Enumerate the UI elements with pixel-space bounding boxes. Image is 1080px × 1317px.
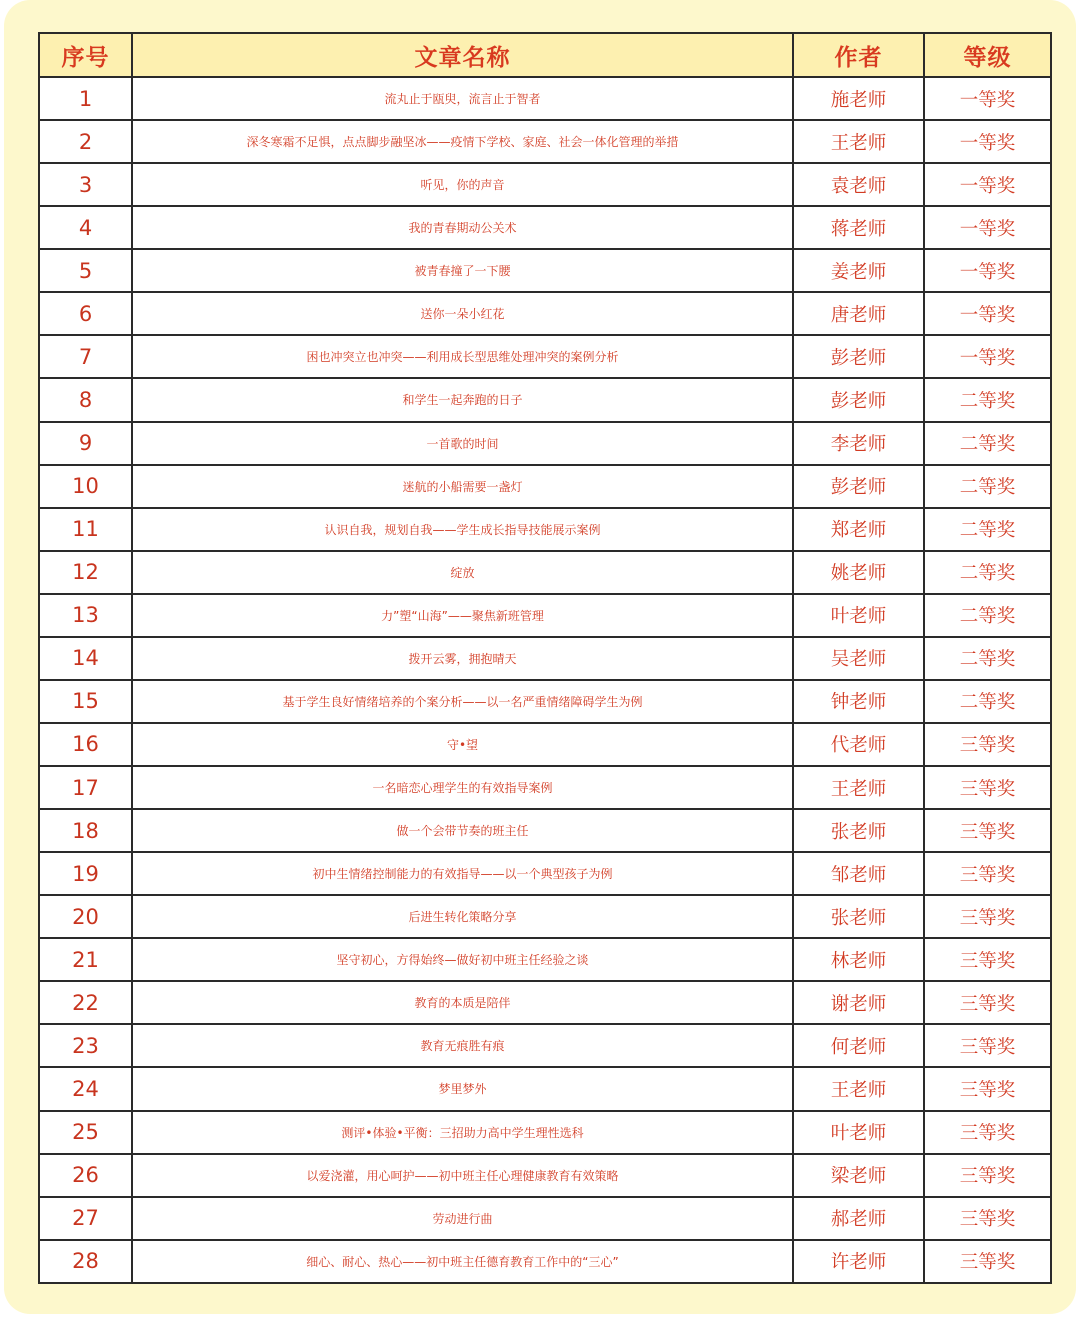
cell-index: 4 [39,206,132,249]
cell-author: 彭老师 [793,378,924,421]
cell-level: 二等奖 [924,508,1051,551]
cell-author: 吴老师 [793,637,924,680]
cell-index: 11 [39,508,132,551]
cell-title: 我的青春期动公关术 [132,206,793,249]
cell-level: 一等奖 [924,163,1051,206]
cell-index: 23 [39,1024,132,1067]
cell-title: 基于学生良好情绪培养的个案分析——以一名严重情绪障碍学生为例 [132,680,793,723]
cell-title: 梦里梦外 [132,1067,793,1110]
cell-title: 绽放 [132,551,793,594]
cell-author: 张老师 [793,895,924,938]
cell-author: 叶老师 [793,594,924,637]
cell-index: 1 [39,77,132,120]
table-row [39,465,1051,508]
cell-level: 一等奖 [924,335,1051,378]
cell-level: 三等奖 [924,723,1051,766]
cell-title: 送你一朵小红花 [132,292,793,335]
cell-title: 困也冲突立也冲突——利用成长型思维处理冲突的案例分析 [132,335,793,378]
table-row [39,206,1051,249]
cell-index: 17 [39,766,132,809]
cell-author: 彭老师 [793,465,924,508]
cell-index: 27 [39,1197,132,1240]
cell-title: 听见，你的声音 [132,163,793,206]
cell-index: 10 [39,465,132,508]
table-row [39,852,1051,895]
header-title: 文章名称 [132,33,793,77]
table-row [39,637,1051,680]
cell-index: 24 [39,1067,132,1110]
cell-index: 20 [39,895,132,938]
cell-title: 初中生情绪控制能力的有效指导——以一个典型孩子为例 [132,852,793,895]
table-row [39,120,1051,163]
cell-level: 一等奖 [924,120,1051,163]
cell-title: 教育的本质是陪伴 [132,981,793,1024]
cell-author: 许老师 [793,1240,924,1283]
cell-level: 三等奖 [924,938,1051,981]
cell-title: 后进生转化策略分享 [132,895,793,938]
cell-level: 二等奖 [924,680,1051,723]
table-row [39,938,1051,981]
cell-author: 施老师 [793,77,924,120]
cell-title: 和学生一起奔跑的日子 [132,378,793,421]
cell-title: 守•望 [132,723,793,766]
cell-level: 二等奖 [924,378,1051,421]
cell-author: 彭老师 [793,335,924,378]
cell-index: 26 [39,1154,132,1197]
cell-author: 谢老师 [793,981,924,1024]
cell-title: 一首歌的时间 [132,422,793,465]
background-card [4,0,1076,1314]
cell-level: 一等奖 [924,249,1051,292]
cell-author: 姜老师 [793,249,924,292]
cell-title: 拨开云雾，拥抱晴天 [132,637,793,680]
cell-index: 7 [39,335,132,378]
table-row [39,77,1051,120]
cell-index: 9 [39,422,132,465]
cell-author: 钟老师 [793,680,924,723]
table-row [39,1197,1051,1240]
cell-index: 28 [39,1240,132,1283]
cell-author: 邹老师 [793,852,924,895]
cell-author: 王老师 [793,766,924,809]
cell-author: 梁老师 [793,1154,924,1197]
cell-title: 测评•体验•平衡：三招助力高中学生理性选科 [132,1111,793,1154]
cell-index: 22 [39,981,132,1024]
cell-level: 三等奖 [924,766,1051,809]
table-row [39,680,1051,723]
cell-author: 郝老师 [793,1197,924,1240]
cell-author: 王老师 [793,120,924,163]
table-row [39,163,1051,206]
table-row [39,378,1051,421]
cell-title: 流丸止于瓯臾，流言止于智者 [132,77,793,120]
table-row [39,335,1051,378]
cell-level: 三等奖 [924,1024,1051,1067]
cell-level: 三等奖 [924,852,1051,895]
cell-level: 一等奖 [924,206,1051,249]
cell-author: 郑老师 [793,508,924,551]
table-row [39,809,1051,852]
cell-index: 8 [39,378,132,421]
cell-index: 19 [39,852,132,895]
cell-title: 坚守初心，方得始终—做好初中班主任经验之谈 [132,938,793,981]
cell-title: 教育无痕胜有痕 [132,1024,793,1067]
table-row [39,766,1051,809]
cell-level: 三等奖 [924,1240,1051,1283]
cell-author: 林老师 [793,938,924,981]
cell-author: 唐老师 [793,292,924,335]
cell-level: 一等奖 [924,292,1051,335]
header-level: 等级 [924,33,1051,77]
cell-level: 二等奖 [924,465,1051,508]
table-row [39,1154,1051,1197]
cell-title: 做一个会带节奏的班主任 [132,809,793,852]
header-author: 作者 [793,33,924,77]
cell-title: 细心、耐心、热心——初中班主任德育教育工作中的“三心” [132,1240,793,1283]
cell-level: 二等奖 [924,422,1051,465]
cell-title: 迷航的小船需要一盏灯 [132,465,793,508]
cell-level: 三等奖 [924,809,1051,852]
table-row [39,551,1051,594]
cell-level: 二等奖 [924,594,1051,637]
table-row [39,895,1051,938]
cell-author: 蒋老师 [793,206,924,249]
cell-level: 三等奖 [924,981,1051,1024]
cell-author: 姚老师 [793,551,924,594]
table-row [39,249,1051,292]
cell-title: 劳动进行曲 [132,1197,793,1240]
cell-index: 21 [39,938,132,981]
cell-index: 5 [39,249,132,292]
cell-index: 2 [39,120,132,163]
header-row [39,33,1051,77]
table-row [39,508,1051,551]
table-row [39,981,1051,1024]
table-row [39,422,1051,465]
cell-index: 16 [39,723,132,766]
cell-title: 一名暗恋心理学生的有效指导案例 [132,766,793,809]
cell-index: 14 [39,637,132,680]
table-row [39,1111,1051,1154]
cell-author: 王老师 [793,1067,924,1110]
table-row [39,1240,1051,1283]
cell-index: 15 [39,680,132,723]
cell-index: 18 [39,809,132,852]
cell-index: 12 [39,551,132,594]
cell-level: 三等奖 [924,1067,1051,1110]
cell-title: 被青春撞了一下腰 [132,249,793,292]
table-row [39,594,1051,637]
cell-level: 二等奖 [924,551,1051,594]
table-row [39,1024,1051,1067]
table-row [39,292,1051,335]
cell-author: 叶老师 [793,1111,924,1154]
cell-index: 13 [39,594,132,637]
cell-level: 三等奖 [924,1154,1051,1197]
cell-title: 以爱浇灌，用心呵护——初中班主任心理健康教育有效策略 [132,1154,793,1197]
table-row [39,723,1051,766]
cell-author: 代老师 [793,723,924,766]
cell-index: 3 [39,163,132,206]
cell-title: 认识自我，规划自我——学生成长指导技能展示案例 [132,508,793,551]
cell-index: 6 [39,292,132,335]
award-table [38,32,1052,1284]
cell-level: 三等奖 [924,1111,1051,1154]
cell-author: 李老师 [793,422,924,465]
cell-level: 一等奖 [924,77,1051,120]
cell-level: 三等奖 [924,895,1051,938]
cell-author: 袁老师 [793,163,924,206]
cell-author: 何老师 [793,1024,924,1067]
cell-level: 三等奖 [924,1197,1051,1240]
header-index: 序号 [39,33,132,77]
table-row [39,1067,1051,1110]
cell-index: 25 [39,1111,132,1154]
cell-author: 张老师 [793,809,924,852]
cell-level: 二等奖 [924,637,1051,680]
cell-title: 力”塑“山海”——聚焦新班管理 [132,594,793,637]
cell-title: 深冬寒霜不足惧，点点脚步融坚冰——疫情下学校、家庭、社会一体化管理的举措 [132,120,793,163]
